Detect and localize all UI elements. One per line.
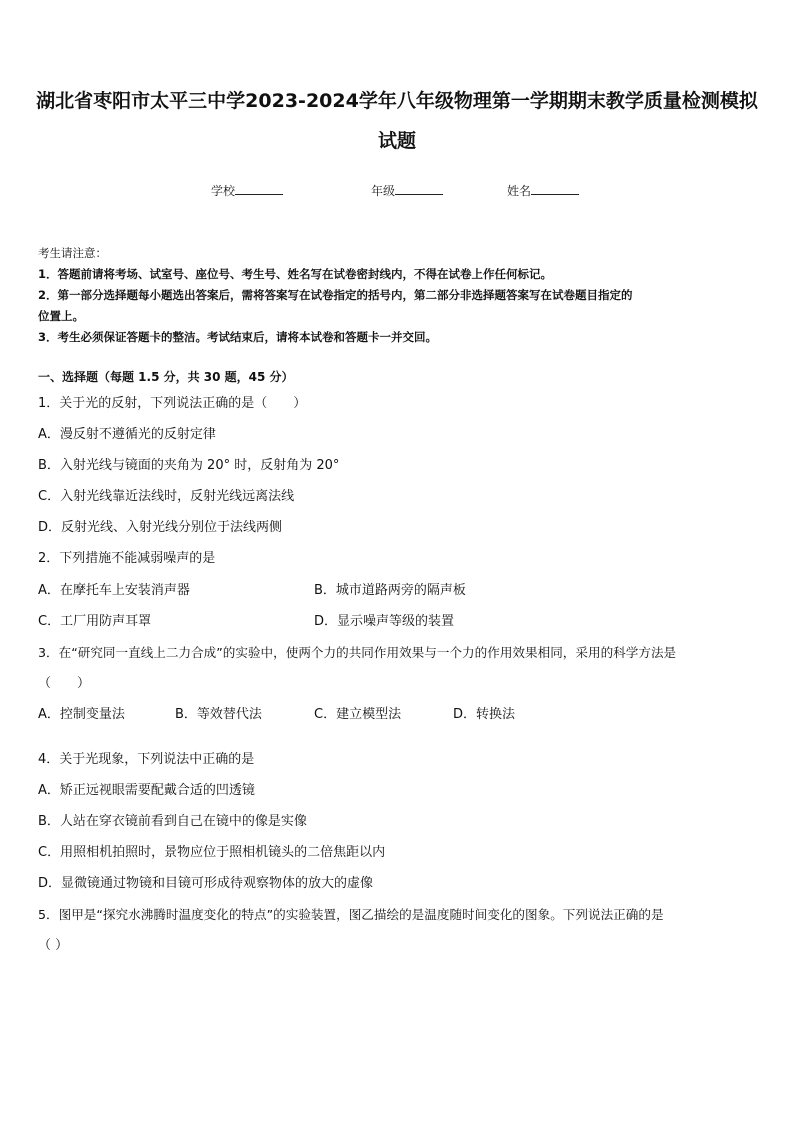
q4-option-a: A．矫正远视眼需要配戴合适的凹透镜 (38, 783, 255, 798)
q1-option-b: B．入射光线与镜面的夹角为 20° 时，反射角为 20° (38, 458, 340, 473)
q1-option-c: C．入射光线靠近法线时，反射光线远离法线 (38, 489, 295, 504)
grade-field (371, 180, 443, 201)
q4-option-c: C．用照相机拍照时，景物应位于照相机镜头的二倍焦距以内 (38, 845, 386, 860)
exam-title-line2: 试题 (377, 130, 416, 152)
school-blank (235, 180, 283, 195)
notice-item-1: 1．答题前请将考场、试室号、座位号、考生号、姓名写在试卷密封线内，不得在试卷上作任何标记。 (38, 267, 552, 281)
school-field (211, 180, 283, 201)
grade-label: 年级 (371, 184, 396, 198)
notice-item-2-cont: 位置上。 (38, 309, 84, 323)
q2-stem: 2．下列措施不能减弱噪声的是 (38, 551, 216, 566)
q2-option-a: A．在摩托车上安装消声器 (38, 583, 190, 598)
grade-blank (395, 180, 443, 195)
q5-stem-blank: （ ） (38, 938, 69, 953)
q3-option-a: A．控制变量法 (38, 707, 125, 722)
name-field (507, 180, 579, 201)
q3-option-b: B．等效替代法 (175, 707, 262, 722)
q3-stem: 3．在“研究同一直线上二力合成”的实验中，使两个力的共同作用效果与一个力的作用效果相同，采用的科学方法是 (38, 645, 677, 660)
section-heading: 一、选择题（每题 1.5 分，共 30 题，45 分） (38, 370, 294, 384)
q4-option-b: B．人站在穿衣镜前看到自己在镜中的像是实像 (38, 814, 307, 829)
q1-option-d: D．反射光线、入射光线分别位于法线两侧 (38, 520, 283, 535)
q2-option-c: C．工厂用防声耳罩 (38, 614, 152, 629)
q4-option-d: D．显微镜通过物镜和目镜可形成待观察物体的放大的虚像 (38, 876, 374, 891)
q1-stem: 1．关于光的反射，下列说法正确的是（ ） (38, 396, 307, 411)
exam-title-line1: 湖北省枣阳市太平三中学2023-2024学年八年级物理第一学期期末教学质量检测模拟 (36, 90, 758, 112)
q1-option-a: A．漫反射不遵循光的反射定律 (38, 427, 216, 442)
notice-heading: 考生请注意： (38, 246, 107, 260)
q2-option-b: B．城市道路两旁的隔声板 (314, 583, 466, 598)
name-blank (531, 180, 579, 195)
notice-block (38, 243, 764, 348)
school-label: 学校 (211, 184, 236, 198)
notice-item-2: 2．第一部分选择题每小题选出答案后，需将答案写在试卷指定的括号内，第二部分非选择题答案写在试卷题目指定的 (38, 288, 633, 302)
q3-option-c: C．建立模型法 (314, 707, 402, 722)
q2-option-d: D．显示噪声等级的装置 (314, 614, 455, 629)
q3-option-d: D．转换法 (453, 707, 516, 722)
q5-stem: 5．图甲是“探究水沸腾时温度变化的特点”的实验装置，图乙描绘的是温度随时间变化的图象。下列说法正确的是 (38, 907, 664, 922)
q4-stem: 4．关于光现象，下列说法中正确的是 (38, 752, 255, 767)
notice-item-3: 3．考生必须保证答题卡的整洁。考试结束后，请将本试卷和答题卡一并交回。 (38, 330, 437, 344)
q3-stem-blank: （ ） (38, 676, 91, 691)
name-label: 姓名 (507, 184, 532, 198)
